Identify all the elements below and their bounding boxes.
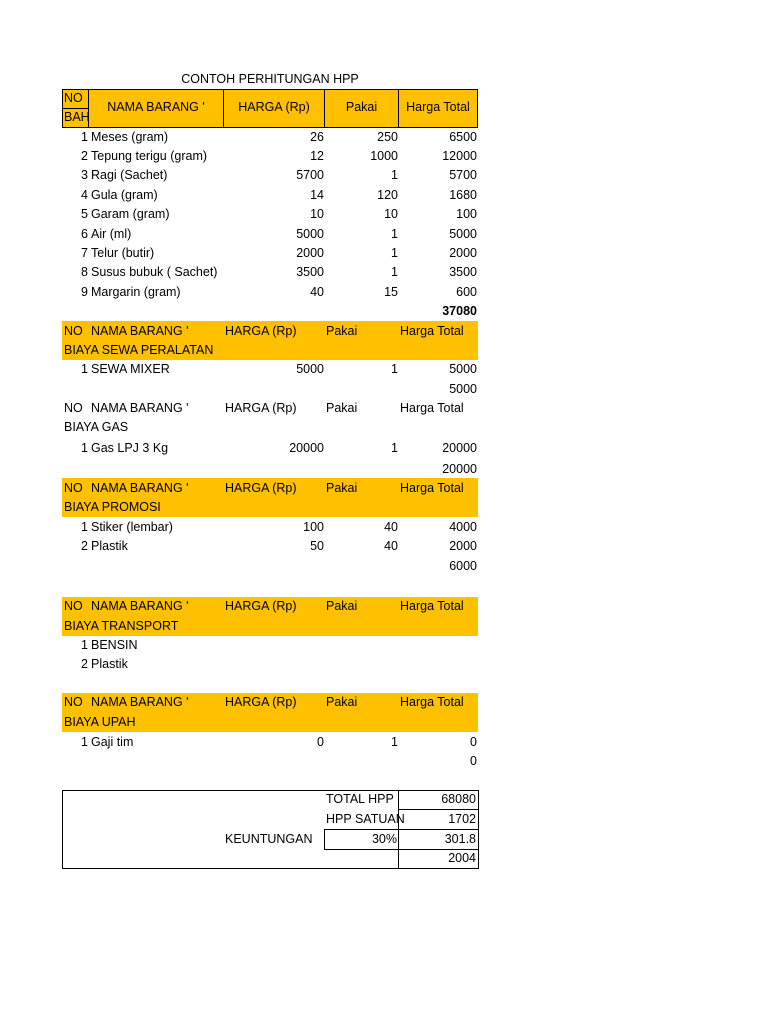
row-harga: 14 [310,188,324,202]
row-total: 6500 [449,130,477,144]
row-total: 4000 [449,520,477,534]
row-pakai: 1 [391,246,398,260]
row-no: 8 [81,265,88,279]
gas-col-harga: HARGA (Rp) [225,401,297,415]
row-no: 3 [81,168,88,182]
hpp-satuan-value: 1702 [448,812,476,826]
row-nama: Susus bubuk ( Sachet) [91,265,218,279]
row-harga: 20000 [289,441,324,455]
row-pakai: 10 [384,207,398,221]
gas-col-pakai: Pakai [326,401,358,415]
row-harga: 3500 [296,265,324,279]
col-no-header: NO [64,91,83,105]
keuntungan-value: 301.8 [444,832,476,846]
row-harga: 40 [310,285,324,299]
col-bah-header: BAH [64,110,90,124]
row-no: 7 [81,246,88,260]
row-pakai: 1 [391,362,398,376]
row-pakai: 1 [391,168,398,182]
gas-col-no: NO [64,401,83,415]
upah-col-total: Harga Total [400,695,464,709]
promosi-col-nama: NAMA BARANG ' [91,481,189,495]
row-pakai: 40 [384,520,398,534]
row-total: 20000 [442,441,477,455]
col-total-header: Harga Total [406,100,470,114]
bahan-subtotal: 37080 [442,304,477,318]
transport-col-total: Harga Total [400,599,464,613]
row-nama: BENSIN [91,638,138,652]
row-no: 9 [81,285,88,299]
row-total: 0 [470,735,477,749]
row-nama: SEWA MIXER [91,362,170,376]
row-total: 12000 [442,149,477,163]
row-nama: Tepung terigu (gram) [91,149,208,163]
transport-col-pakai: Pakai [326,599,358,613]
total-hpp-label: TOTAL HPP [326,792,394,806]
transport-col-harga: HARGA (Rp) [225,599,297,613]
row-pakai: 1 [391,227,398,241]
upah-subtotal: 0 [470,754,477,768]
row-nama: Garam (gram) [91,207,170,221]
row-total: 5000 [449,362,477,376]
row-nama: Gas LPJ 3 Kg [91,441,169,455]
col-pakai-header: Pakai [345,100,378,114]
promosi-section-label: BIAYA PROMOSI [64,500,161,514]
row-no: 2 [81,539,88,553]
row-no: 6 [81,227,88,241]
row-no: 5 [81,207,88,221]
row-no: 1 [81,362,88,376]
gas-section-label: BIAYA GAS [64,420,129,434]
row-pakai: 40 [384,539,398,553]
row-nama: Plastik [91,657,128,671]
upah-col-nama: NAMA BARANG ' [91,695,189,709]
promosi-col-pakai: Pakai [326,481,358,495]
row-pakai: 15 [384,285,398,299]
sewa-col-pakai: Pakai [326,324,358,338]
row-nama: Stiker (lembar) [91,520,173,534]
row-nama: Meses (gram) [91,130,169,144]
row-nama: Plastik [91,539,128,553]
sewa-col-harga: HARGA (Rp) [225,324,297,338]
row-total: 5700 [449,168,477,182]
gas-col-total: Harga Total [400,401,464,415]
row-total: 2000 [449,539,477,553]
row-total: 1680 [449,188,477,202]
sewa-col-total: Harga Total [400,324,464,338]
promosi-col-total: Harga Total [400,481,464,495]
row-nama: Gula (gram) [91,188,158,202]
keuntungan-pct: 30% [371,832,397,846]
gas-col-nama: NAMA BARANG ' [91,401,189,415]
row-pakai: 120 [377,188,398,202]
row-harga: 2000 [296,246,324,260]
row-total: 2000 [449,246,477,260]
promosi-subtotal: 6000 [449,559,477,573]
transport-section-label: BIAYA TRANSPORT [64,619,179,633]
promosi-col-no: NO [64,481,83,495]
row-nama: Air (ml) [91,227,132,241]
row-total: 100 [456,207,477,221]
row-harga: 10 [310,207,324,221]
row-total: 3500 [449,265,477,279]
sewa-col-no: NO [64,324,83,338]
row-harga: 100 [303,520,324,534]
row-pakai: 1 [391,441,398,455]
transport-col-nama: NAMA BARANG ' [91,599,189,613]
row-total: 5000 [449,227,477,241]
row-harga: 26 [310,130,324,144]
gas-subtotal: 20000 [442,462,477,476]
row-pakai: 1 [391,735,398,749]
row-harga: 0 [317,735,324,749]
transport-col-no: NO [64,599,83,613]
promosi-col-harga: HARGA (Rp) [225,481,297,495]
row-nama: Gaji tim [91,735,134,749]
sewa-section-label: BIAYA SEWA PERALATAN [64,343,214,357]
row-pakai: 1000 [370,149,398,163]
row-harga: 5700 [296,168,324,182]
keuntungan-label: KEUNTUNGAN [225,832,313,846]
row-pakai: 1 [391,265,398,279]
row-no: 4 [81,188,88,202]
upah-section-label: BIAYA UPAH [64,715,136,729]
row-harga: 5000 [296,227,324,241]
row-harga: 50 [310,539,324,553]
row-no: 1 [81,130,88,144]
row-total: 600 [456,285,477,299]
sewa-subtotal: 5000 [449,382,477,396]
row-no: 2 [81,149,88,163]
col-harga-header: HARGA (Rp) [238,100,310,114]
row-no: 1 [81,638,88,652]
row-no: 1 [81,441,88,455]
row-pakai: 250 [377,130,398,144]
hpp-satuan-label: HPP SATUAN [326,812,405,826]
row-harga: 5000 [296,362,324,376]
row-no: 1 [81,735,88,749]
final-value: 2004 [448,851,476,865]
row-no: 2 [81,657,88,671]
upah-col-harga: HARGA (Rp) [225,695,297,709]
row-nama: Telur (butir) [91,246,155,260]
col-nama-header: NAMA BARANG ' [107,100,205,114]
row-harga: 12 [310,149,324,163]
upah-col-no: NO [64,695,83,709]
page-title: CONTOH PERHITUNGAN HPP [181,72,359,86]
sewa-col-nama: NAMA BARANG ' [91,324,189,338]
total-hpp-value: 68080 [441,792,476,806]
row-no: 1 [81,520,88,534]
row-nama: Margarin (gram) [91,285,181,299]
upah-col-pakai: Pakai [326,695,358,709]
row-nama: Ragi (Sachet) [91,168,168,182]
